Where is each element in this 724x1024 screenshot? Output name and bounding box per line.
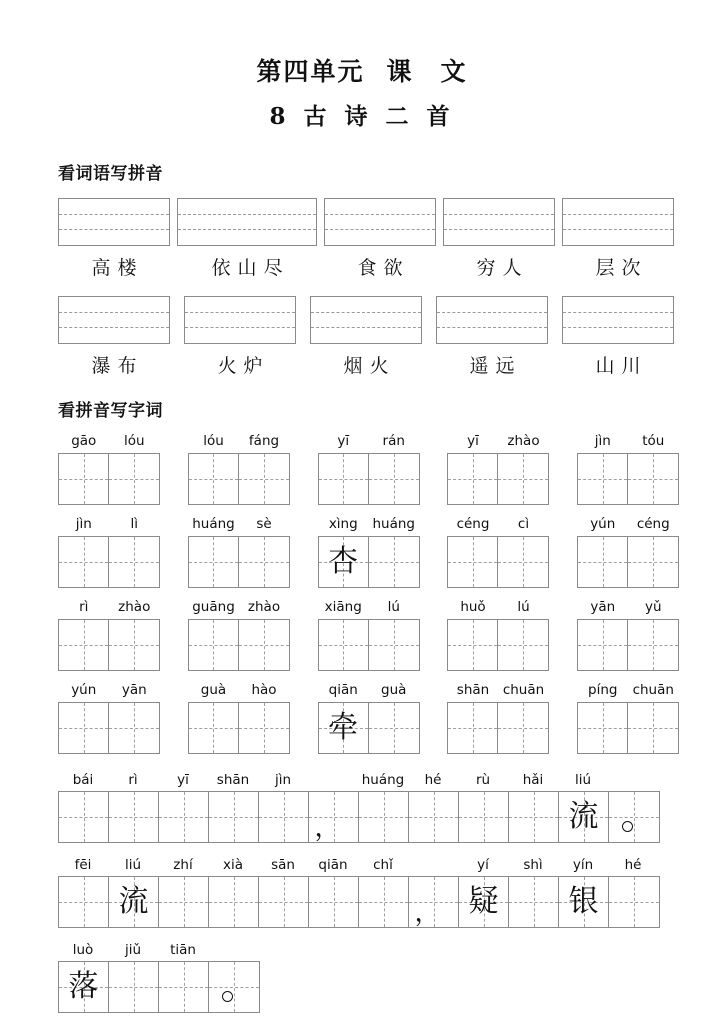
period-mark xyxy=(622,821,633,832)
pinyin-syllable: chuān xyxy=(632,682,674,698)
poem-writing-cell[interactable] xyxy=(559,792,609,842)
word-pinyin-item xyxy=(562,296,674,378)
pinyin-hint xyxy=(318,599,419,615)
pinyin-syllable: liú xyxy=(124,857,142,873)
pinyin-write-row xyxy=(58,296,674,378)
writing-cell[interactable] xyxy=(628,620,678,670)
pinyin-syllable xyxy=(608,772,658,788)
pinyin-syllable: rì xyxy=(79,599,89,615)
writing-cell[interactable] xyxy=(59,454,109,504)
tianzige-strip xyxy=(188,619,290,671)
pinyin-syllable: lú xyxy=(517,599,530,615)
pinyin-syllable: yí xyxy=(477,857,489,873)
tianzige-strip xyxy=(58,536,160,588)
filled-character: 落 xyxy=(68,969,99,1004)
pinyin-hint xyxy=(578,516,679,532)
word-label: 穷人 xyxy=(476,257,529,279)
writing-cell[interactable] xyxy=(369,620,419,670)
word-label: 层次 xyxy=(595,257,648,279)
poem-writing-cell[interactable] xyxy=(559,877,609,927)
word-label: 山川 xyxy=(595,355,648,377)
pinyin-syllable: sè xyxy=(256,516,272,532)
pinyin-syllable: cì xyxy=(517,516,530,532)
pinyin-hint xyxy=(578,682,679,698)
character-write-row xyxy=(58,682,686,754)
pinyin-hint xyxy=(188,433,289,449)
filled-character: 银 xyxy=(568,884,599,919)
pinyin-hint xyxy=(59,516,160,532)
poem-writing-cell[interactable] xyxy=(109,962,159,1012)
character-write-row xyxy=(58,433,686,505)
poem-practice-body xyxy=(0,772,724,1013)
ruled-guide-line xyxy=(185,312,295,313)
pinyin-syllable: gāo xyxy=(71,433,97,449)
writing-cell[interactable] xyxy=(448,537,498,587)
pinyin-character-item xyxy=(318,433,420,505)
pinyin-syllable: zhí xyxy=(173,857,193,873)
poem-writing-cell[interactable] xyxy=(309,792,359,842)
pinyin-syllable xyxy=(408,857,458,873)
writing-cell[interactable] xyxy=(628,537,678,587)
pinyin-syllable: guà xyxy=(381,682,407,698)
writing-cell[interactable] xyxy=(189,703,239,753)
pinyin-syllable: xià xyxy=(222,857,243,873)
word-label: 高楼 xyxy=(91,257,144,279)
word-pinyin-item xyxy=(177,198,317,280)
character-write-row xyxy=(58,599,686,671)
poem-writing-cell[interactable] xyxy=(159,792,209,842)
pinyin-syllable: chuān xyxy=(502,682,545,698)
poem-writing-cell[interactable] xyxy=(509,792,559,842)
pinyin-syllable: yān xyxy=(121,682,147,698)
ruled-guide-line xyxy=(563,312,673,313)
word-label: 遥远 xyxy=(469,355,522,377)
section-1-body xyxy=(0,198,724,378)
pinyin-syllable: liú xyxy=(574,772,592,788)
pinyin-syllable: hǎi xyxy=(522,772,544,788)
poem-writing-cell[interactable] xyxy=(109,792,159,842)
writing-cell[interactable] xyxy=(578,537,628,587)
pinyin-syllable: lú xyxy=(387,599,400,615)
pinyin-character-item xyxy=(447,682,549,754)
writing-cell[interactable] xyxy=(578,703,628,753)
poem-line-row xyxy=(58,857,724,928)
poem-writing-cell[interactable] xyxy=(209,877,259,927)
pinyin-syllable: zhào xyxy=(507,433,540,449)
page-title xyxy=(0,52,724,88)
poem-tianzige-strip xyxy=(58,961,260,1013)
pinyin-syllable: yī xyxy=(177,772,189,788)
section-1-heading: 看词语写拼音 xyxy=(58,164,163,184)
pinyin-syllable: jìn xyxy=(75,516,92,532)
pinyin-syllable: jiǔ xyxy=(124,942,142,958)
pinyin-syllable: guāng xyxy=(192,599,235,615)
pinyin-syllable: rù xyxy=(475,772,491,788)
pinyin-syllable: tóu xyxy=(642,433,665,449)
poem-writing-cell[interactable] xyxy=(209,962,259,1012)
ruled-guide-line xyxy=(325,214,435,215)
poem-line-row xyxy=(58,772,724,843)
ruled-guide-line xyxy=(444,229,554,230)
writing-cell[interactable] xyxy=(109,703,159,753)
word-label: 依山尽 xyxy=(211,257,290,279)
pinyin-syllable: fáng xyxy=(248,433,280,449)
character-write-row xyxy=(58,516,686,588)
pinyin-character-item xyxy=(188,682,290,754)
pinyin-character-item xyxy=(318,599,420,671)
comma-mark: ， xyxy=(314,813,341,843)
tianzige-strip xyxy=(58,702,160,754)
writing-cell[interactable] xyxy=(239,620,289,670)
tianzige-strip xyxy=(318,453,420,505)
pinyin-syllable xyxy=(308,772,358,788)
pinyin-character-item xyxy=(577,433,679,505)
unit-title-right: 课 文 xyxy=(386,57,468,86)
section-2-heading: 看拼音写字词 xyxy=(58,401,163,421)
poem-writing-cell[interactable] xyxy=(359,877,409,927)
writing-cell[interactable] xyxy=(189,537,239,587)
poem-writing-cell[interactable] xyxy=(459,877,509,927)
pinyin-syllable: yún xyxy=(71,682,97,698)
ruled-guide-line xyxy=(563,327,673,328)
pinyin-character-item xyxy=(188,433,290,505)
writing-cell[interactable] xyxy=(448,454,498,504)
pinyin-hint xyxy=(188,682,289,698)
pinyin-syllable: tiān xyxy=(170,942,196,958)
writing-cell[interactable] xyxy=(189,620,239,670)
poem-writing-cell[interactable] xyxy=(509,877,559,927)
pinyin-syllable: luò xyxy=(72,942,94,958)
page-title-block xyxy=(0,0,724,131)
poem-writing-cell[interactable] xyxy=(209,792,259,842)
writing-cell[interactable] xyxy=(578,454,628,504)
pinyin-syllable: yī xyxy=(467,433,479,449)
pinyin-syllable: píng xyxy=(588,682,618,698)
pinyin-hint xyxy=(59,599,160,615)
tianzige-strip xyxy=(58,453,160,505)
pinyin-syllable: lóu xyxy=(123,433,145,449)
pinyin-syllable: huáng xyxy=(361,772,405,788)
word-pinyin-item xyxy=(310,296,422,378)
pinyin-syllable: rán xyxy=(382,433,405,449)
pinyin-character-item xyxy=(318,682,420,754)
lesson-title: 8 古 诗 二 首 xyxy=(269,103,455,130)
pinyin-syllable: rì xyxy=(128,772,138,788)
ruled-guide-line xyxy=(563,229,673,230)
pinyin-character-item xyxy=(577,682,679,754)
poem-writing-cell[interactable] xyxy=(259,877,309,927)
pinyin-syllable: chǐ xyxy=(373,857,393,873)
pinyin-syllable: yún xyxy=(590,516,616,532)
pinyin-hint xyxy=(59,433,160,449)
ruled-guide-line xyxy=(59,229,169,230)
writing-cell[interactable] xyxy=(498,454,548,504)
ruled-guide-line xyxy=(325,229,435,230)
poem-writing-cell[interactable] xyxy=(59,962,109,1012)
pinyin-syllable: céng xyxy=(456,516,490,532)
poem-pinyin-hint xyxy=(58,942,724,958)
pinyin-character-item xyxy=(58,682,160,754)
tianzige-strip xyxy=(188,536,290,588)
writing-cell[interactable] xyxy=(578,620,628,670)
poem-pinyin-hint xyxy=(58,772,724,788)
pinyin-syllable: huáng xyxy=(372,516,415,532)
ruled-guide-line xyxy=(178,229,316,230)
ruled-guide-line xyxy=(59,214,169,215)
writing-cell[interactable] xyxy=(239,454,289,504)
pinyin-syllable: shān xyxy=(456,682,490,698)
writing-cell[interactable] xyxy=(239,703,289,753)
poem-writing-cell[interactable] xyxy=(159,962,209,1012)
writing-cell[interactable] xyxy=(59,537,109,587)
poem-writing-cell[interactable] xyxy=(459,792,509,842)
word-pinyin-item xyxy=(562,198,674,280)
pinyin-hint xyxy=(318,516,419,532)
pinyin-hint xyxy=(448,682,549,698)
comma-mark: ， xyxy=(414,898,441,928)
pinyin-hint xyxy=(448,599,549,615)
pinyin-syllable: fēi xyxy=(74,857,92,873)
word-pinyin-item xyxy=(436,296,548,378)
pinyin-hint xyxy=(59,682,160,698)
tianzige-strip xyxy=(447,702,549,754)
poem-writing-cell[interactable] xyxy=(359,792,409,842)
writing-cell[interactable] xyxy=(59,703,109,753)
poem-writing-cell[interactable] xyxy=(309,877,359,927)
writing-cell[interactable] xyxy=(369,454,419,504)
pinyin-hint xyxy=(578,433,679,449)
pinyin-syllable: yī xyxy=(337,433,350,449)
ruled-guide-line xyxy=(437,327,547,328)
tianzige-strip xyxy=(447,619,549,671)
writing-cell[interactable] xyxy=(239,537,289,587)
pinyin-answer-box[interactable] xyxy=(58,296,170,344)
pinyin-write-row xyxy=(58,198,674,280)
pinyin-answer-box[interactable] xyxy=(436,296,548,344)
tianzige-strip xyxy=(318,619,420,671)
pinyin-syllable: yín xyxy=(572,857,594,873)
pinyin-character-item xyxy=(188,599,290,671)
filled-character: 牵 xyxy=(328,710,358,745)
writing-cell[interactable] xyxy=(189,454,239,504)
writing-cell[interactable] xyxy=(369,537,419,587)
poem-writing-cell[interactable] xyxy=(159,877,209,927)
filled-character: 杏 xyxy=(328,544,358,579)
pinyin-answer-box[interactable] xyxy=(324,198,436,246)
ruled-guide-line xyxy=(311,327,421,328)
pinyin-answer-box[interactable] xyxy=(184,296,296,344)
tianzige-strip xyxy=(577,619,679,671)
writing-cell[interactable] xyxy=(448,703,498,753)
word-label: 瀑布 xyxy=(91,355,144,377)
ruled-guide-line xyxy=(311,312,421,313)
pinyin-syllable: jìn xyxy=(274,772,292,788)
pinyin-answer-box[interactable] xyxy=(562,198,674,246)
tianzige-strip xyxy=(318,702,420,754)
ruled-guide-line xyxy=(444,214,554,215)
word-label: 烟火 xyxy=(343,355,396,377)
word-pinyin-item xyxy=(443,198,555,280)
pinyin-syllable: huǒ xyxy=(460,599,486,615)
pinyin-syllable xyxy=(208,942,258,958)
pinyin-syllable: shì xyxy=(523,857,543,873)
pinyin-syllable: hé xyxy=(424,772,442,788)
section-2-body xyxy=(0,433,724,754)
tianzige-strip xyxy=(58,619,160,671)
writing-cell[interactable] xyxy=(498,537,548,587)
writing-cell[interactable] xyxy=(369,703,419,753)
poem-writing-cell[interactable] xyxy=(609,877,659,927)
pinyin-answer-box[interactable] xyxy=(177,198,317,246)
pinyin-syllable: zhào xyxy=(118,599,151,615)
pinyin-syllable: yān xyxy=(590,599,616,615)
pinyin-character-item xyxy=(188,516,290,588)
pinyin-character-item xyxy=(58,599,160,671)
writing-cell[interactable] xyxy=(319,454,369,504)
pinyin-hint xyxy=(188,516,289,532)
ruled-guide-line xyxy=(59,312,169,313)
pinyin-syllable: hào xyxy=(251,682,277,698)
ruled-guide-line xyxy=(563,214,673,215)
tianzige-strip xyxy=(188,453,290,505)
ruled-guide-line xyxy=(185,327,295,328)
writing-cell[interactable] xyxy=(109,620,159,670)
tianzige-strip xyxy=(447,536,549,588)
pinyin-character-item xyxy=(447,433,549,505)
pinyin-answer-box[interactable] xyxy=(310,296,422,344)
period-mark xyxy=(222,991,233,1002)
pinyin-syllable: jìn xyxy=(594,433,611,449)
tianzige-strip xyxy=(577,453,679,505)
writing-cell[interactable] xyxy=(628,454,678,504)
tianzige-strip xyxy=(447,453,549,505)
writing-cell[interactable] xyxy=(319,620,369,670)
writing-cell[interactable] xyxy=(448,620,498,670)
word-pinyin-item xyxy=(58,296,170,378)
tianzige-strip xyxy=(188,702,290,754)
pinyin-answer-box[interactable] xyxy=(443,198,555,246)
pinyin-syllable: xìng xyxy=(328,516,358,532)
unit-title-left: 第四单元 xyxy=(256,57,365,86)
pinyin-syllable: céng xyxy=(636,516,670,532)
pinyin-hint xyxy=(318,433,419,449)
pinyin-syllable: lóu xyxy=(203,433,224,449)
pinyin-answer-box[interactable] xyxy=(562,296,674,344)
poem-line-row xyxy=(58,942,724,1013)
pinyin-syllable: yǔ xyxy=(644,599,662,615)
filled-character: 疑 xyxy=(468,884,499,919)
tianzige-strip xyxy=(318,536,420,588)
poem-tianzige-strip xyxy=(58,876,660,928)
writing-cell[interactable] xyxy=(59,620,109,670)
poem-writing-cell[interactable] xyxy=(259,792,309,842)
word-label: 火炉 xyxy=(217,355,270,377)
pinyin-character-item xyxy=(58,433,160,505)
writing-cell[interactable] xyxy=(498,703,548,753)
pinyin-syllable: hé xyxy=(624,857,642,873)
writing-cell[interactable] xyxy=(628,703,678,753)
filled-character: 流 xyxy=(118,884,149,919)
pinyin-syllable: huáng xyxy=(192,516,235,532)
pinyin-syllable: qiān xyxy=(318,857,348,873)
word-pinyin-item xyxy=(324,198,436,280)
poem-writing-cell[interactable] xyxy=(609,792,659,842)
poem-pinyin-hint xyxy=(58,857,724,873)
poem-writing-cell[interactable] xyxy=(409,877,459,927)
pinyin-character-item xyxy=(447,599,549,671)
word-pinyin-item xyxy=(58,198,170,280)
pinyin-character-item xyxy=(58,516,160,588)
pinyin-character-item xyxy=(318,516,420,588)
pinyin-syllable: bái xyxy=(72,772,94,788)
word-pinyin-item xyxy=(184,296,296,378)
ruled-guide-line xyxy=(437,312,547,313)
pinyin-character-item xyxy=(577,516,679,588)
pinyin-hint xyxy=(448,433,549,449)
pinyin-syllable: zhào xyxy=(247,599,281,615)
pinyin-hint xyxy=(188,599,289,615)
pinyin-character-item xyxy=(577,599,679,671)
pinyin-hint xyxy=(318,682,419,698)
pinyin-hint xyxy=(578,599,679,615)
writing-cell[interactable] xyxy=(319,703,369,753)
pinyin-hint xyxy=(448,516,549,532)
ruled-guide-line xyxy=(59,327,169,328)
pinyin-answer-box[interactable] xyxy=(58,198,170,246)
filled-character: 流 xyxy=(568,799,599,834)
pinyin-syllable: lì xyxy=(130,516,138,532)
tianzige-strip xyxy=(577,702,679,754)
word-label: 食欲 xyxy=(357,257,410,279)
poem-writing-cell[interactable] xyxy=(59,792,109,842)
pinyin-syllable: sān xyxy=(271,857,295,873)
poem-writing-cell[interactable] xyxy=(59,877,109,927)
writing-cell[interactable] xyxy=(319,537,369,587)
writing-cell[interactable] xyxy=(109,454,159,504)
pinyin-syllable: qiān xyxy=(328,682,358,698)
poem-tianzige-strip xyxy=(58,791,660,843)
poem-writing-cell[interactable] xyxy=(409,792,459,842)
ruled-guide-line xyxy=(178,214,316,215)
poem-writing-cell[interactable] xyxy=(109,877,159,927)
pinyin-syllable: xiāng xyxy=(324,599,362,615)
pinyin-character-item xyxy=(447,516,549,588)
pinyin-syllable: shān xyxy=(216,772,250,788)
writing-cell[interactable] xyxy=(498,620,548,670)
writing-cell[interactable] xyxy=(109,537,159,587)
pinyin-syllable: guà xyxy=(200,682,227,698)
tianzige-strip xyxy=(577,536,679,588)
